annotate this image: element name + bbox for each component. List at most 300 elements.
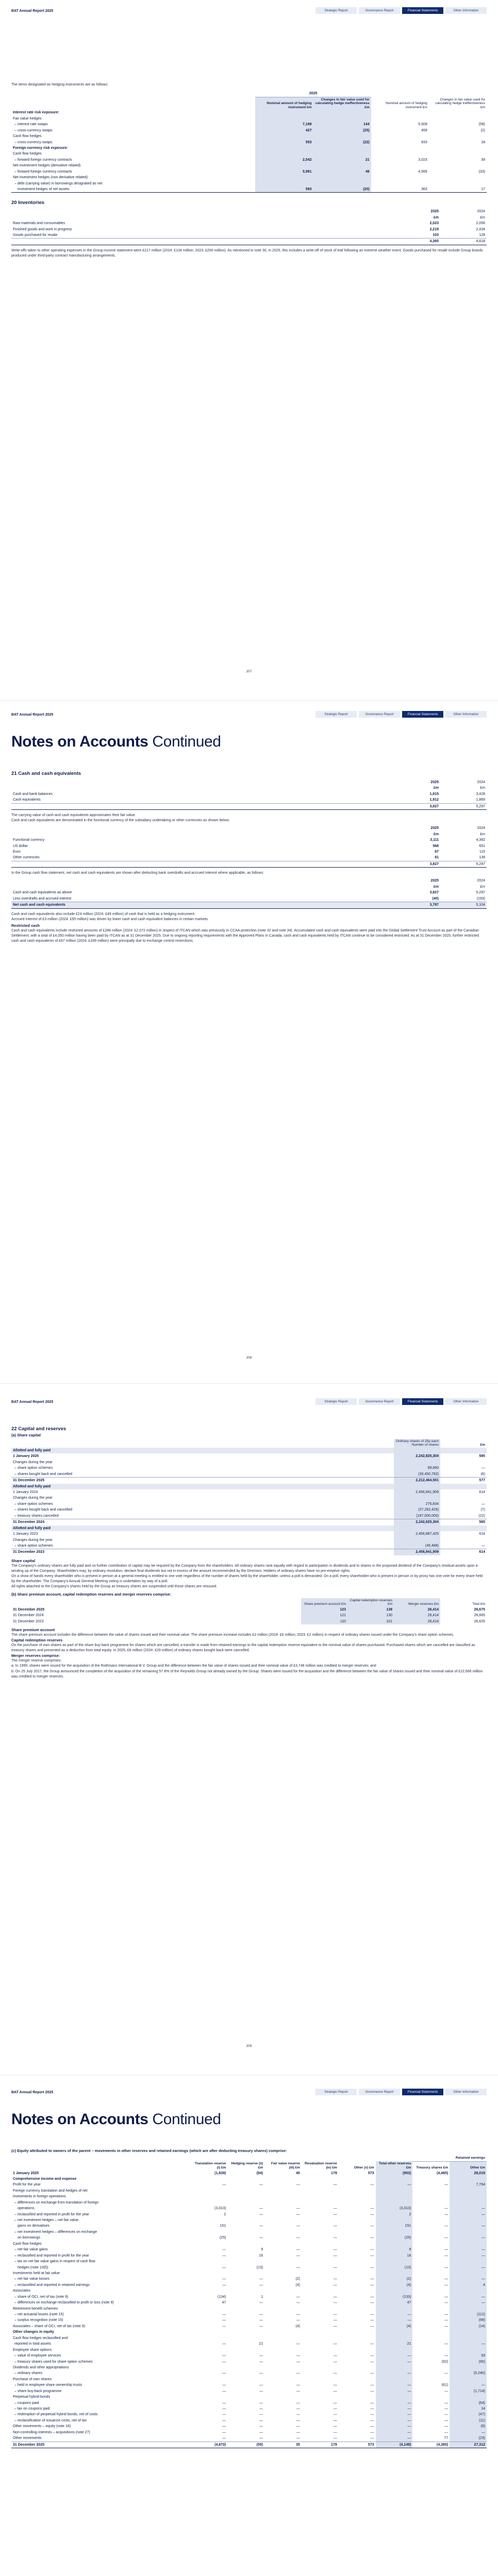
row-label: Cash and cash equivalents as above xyxy=(13,891,72,895)
row-value: (25) xyxy=(219,2236,226,2240)
title-main: Notes on Accounts xyxy=(11,2111,148,2128)
row-value: — xyxy=(333,2418,337,2422)
row-value: — xyxy=(376,2370,413,2376)
row-value xyxy=(339,2306,376,2312)
col-head: Treasury shares £m xyxy=(416,2165,449,2170)
row-value xyxy=(450,2200,487,2206)
share-capital-text-2: On a show of hands every shareholder who is present in person at a general meeting is entitled to one vote regardless of the number of shares held by the shareholder, unless a poll is demanded. On a poll, every shareholder who is present in person or by proxy has one vote for every share held by the shareholder. The Company's Annual General Meeting voting is undertaken by way of a poll. xyxy=(11,1574,483,1584)
row-value: 103 xyxy=(433,233,439,237)
row-value xyxy=(376,2347,413,2353)
row-label: – coupons paid xyxy=(14,2401,39,2405)
table-row xyxy=(11,2335,487,2341)
col-head: Total other reserves £m xyxy=(376,2161,413,2170)
table-row xyxy=(11,2406,487,2412)
row-value: 123 xyxy=(301,1607,347,1613)
cash-p2: Cash and cash equivalents are denominated in the functional currency of the subsidiary undertaking or other currencies as shown below: xyxy=(11,819,230,823)
row-value: 14 xyxy=(450,2406,487,2412)
row-value: — xyxy=(370,2313,374,2317)
table-row xyxy=(11,227,487,232)
inv-unit-2024: £m xyxy=(480,215,485,219)
row-value: 130 xyxy=(347,1613,394,1618)
row-value: — xyxy=(450,2223,487,2229)
unit: £m xyxy=(480,885,485,889)
row-value xyxy=(429,181,487,187)
row-value: — xyxy=(370,2207,374,2211)
merger-heading: Merger reserves comprise: xyxy=(11,1653,60,1658)
row-value xyxy=(264,2176,302,2182)
row-value: 1,915 xyxy=(429,792,439,796)
row-value: — xyxy=(444,2207,449,2211)
row-value xyxy=(339,2176,376,2182)
row-value: — xyxy=(370,2354,374,2358)
row-value xyxy=(450,2217,487,2223)
row-value: (55) xyxy=(227,2442,264,2448)
row-value xyxy=(190,2394,227,2400)
row-value xyxy=(190,2347,227,2353)
table-row xyxy=(11,2288,487,2294)
row-value: (5,240) xyxy=(450,2370,487,2376)
row-value: 21 xyxy=(376,2341,413,2347)
tab-strategic-report[interactable]: Strategic Report xyxy=(316,1398,357,1405)
tab-other-information[interactable]: Other Information xyxy=(445,2089,487,2095)
row-value xyxy=(440,1460,487,1465)
row-value: — xyxy=(296,2342,300,2346)
row-value: (134) xyxy=(217,2295,226,2299)
row-value: — xyxy=(259,2389,263,2393)
row-value: — xyxy=(370,2236,374,2240)
row-value xyxy=(302,2241,339,2247)
row-value: — xyxy=(259,2425,263,2429)
row-value: 577 xyxy=(440,1478,487,1484)
row-value: 568 xyxy=(433,844,439,848)
row-value: — xyxy=(450,2247,487,2252)
tab-financial-statements[interactable]: Financial Statements xyxy=(402,2089,443,2095)
row-value xyxy=(302,2306,339,2312)
reserves-table xyxy=(11,1598,487,1624)
row-value xyxy=(376,2365,413,2370)
row-label: – redemption of perpetual hybrid bonds, net of costs xyxy=(14,2413,98,2417)
row-value: (187,000,000) xyxy=(394,1513,440,1519)
tab-financial-statements[interactable]: Financial Statements xyxy=(402,711,443,718)
row-label: Dividends and other appropriations xyxy=(13,2365,69,2369)
table-row xyxy=(11,2400,487,2406)
row-value: — xyxy=(296,2313,300,2317)
row-label: Raw materials and consumables xyxy=(13,222,65,226)
row-label: – treasury shares used for share option schemes xyxy=(14,2360,93,2364)
row-value: 614 xyxy=(440,1549,487,1555)
row-value xyxy=(190,2259,227,2264)
row-value: — xyxy=(444,2248,449,2252)
row-value: 27,312 xyxy=(450,2442,487,2448)
tab-other-information[interactable]: Other Information xyxy=(445,7,487,14)
row-label: Profit for the year xyxy=(13,2183,41,2187)
row-value: — xyxy=(222,2383,226,2387)
row-value: — xyxy=(222,2342,226,2346)
page-header xyxy=(11,7,487,14)
row-value: — xyxy=(450,2206,487,2211)
row-value: — xyxy=(333,2212,337,2216)
table-row xyxy=(11,2265,487,2270)
row-label: Foreign currency translation and hedges of net xyxy=(13,2189,88,2193)
row-value xyxy=(412,2188,450,2194)
row-value: — xyxy=(376,2430,413,2435)
table-row xyxy=(11,1478,487,1484)
row-label: Associates – share of OCI, net of tax (note 9) xyxy=(13,2324,86,2328)
table-row xyxy=(11,2217,487,2223)
row-value xyxy=(450,2365,487,2370)
row-value xyxy=(412,2217,450,2223)
row-value: — xyxy=(444,2224,449,2228)
row-label: Other movements – equity (note 18) xyxy=(13,2425,71,2429)
row-value: 26,675 xyxy=(474,1607,485,1612)
row-value: — xyxy=(259,2212,263,2216)
table-row xyxy=(11,791,487,797)
row-value xyxy=(227,2229,264,2235)
tab-governance-report[interactable]: Governance Report xyxy=(359,1398,400,1405)
row-value: — xyxy=(333,2318,337,2323)
row-value xyxy=(302,2347,339,2353)
row-value xyxy=(264,2188,302,2194)
row-value: 179 xyxy=(302,2442,339,2448)
row-label: Associates xyxy=(13,2289,30,2293)
row-value xyxy=(429,145,487,151)
row-value xyxy=(450,2176,487,2182)
row-value: (14) xyxy=(450,2324,487,2329)
row-value: — xyxy=(222,2389,226,2393)
row-value: — xyxy=(450,2300,487,2306)
row-value xyxy=(227,2200,264,2206)
table-row xyxy=(11,2188,487,2194)
row-value xyxy=(376,2377,413,2382)
row-value xyxy=(339,2365,376,2370)
row-label: 31 December 2025 xyxy=(11,1478,394,1484)
table-row xyxy=(11,2353,487,2359)
col-head-nominal-2024: Nominal amount of hedging instrument £m xyxy=(386,101,427,109)
year-2025: 2025 xyxy=(255,91,371,97)
row-value: 93 xyxy=(450,2353,487,2359)
row-value xyxy=(227,2176,264,2182)
row-value: 110 xyxy=(301,1619,347,1624)
row-value: — xyxy=(450,2382,487,2388)
row-value: 139 xyxy=(479,856,485,860)
table-row xyxy=(11,1484,487,1489)
table-row xyxy=(11,2229,487,2235)
unit: £m xyxy=(433,885,439,889)
col-head: Revaluation reserve (iv) £m xyxy=(305,2162,337,2170)
row-value xyxy=(440,1537,487,1543)
table-row xyxy=(11,2394,487,2400)
row-label: Allotted and fully paid xyxy=(13,1484,51,1488)
hedging-instruments-section xyxy=(11,82,487,259)
col-head-shares: Ordinary shares of 25p each Number of shares xyxy=(394,1439,440,1448)
row-value: — xyxy=(376,2418,413,2424)
row-label: – net investment hedges – differences on exchange xyxy=(14,2230,97,2234)
row-value: — xyxy=(333,2360,337,2364)
row-value xyxy=(429,133,487,139)
row-value: (4) xyxy=(295,2283,300,2287)
row-value: — xyxy=(444,2313,449,2317)
row-value xyxy=(302,2335,339,2341)
col-head: Translation reserve (i) £m xyxy=(194,2162,226,2170)
row-value xyxy=(339,2288,376,2294)
year-2025: 2025 xyxy=(430,780,439,784)
table-row xyxy=(11,1489,487,1495)
col-head-change-2025: Changes in fair value used for calculating hedge ineffectiveness £m xyxy=(313,97,371,110)
table-row xyxy=(11,1471,487,1478)
row-value xyxy=(450,2194,487,2199)
row-value: 18 xyxy=(481,140,485,144)
row-value xyxy=(376,2200,413,2206)
row-label: – share of OCI, net of tax (note 9) xyxy=(14,2295,69,2299)
row-value: 2,542 xyxy=(255,157,313,163)
equity-title: (c) Equity attributed to owners of the parent – movements in other reserves and retained earnings (which are after deducting treasury shares) comprise: xyxy=(11,2148,287,2153)
row-value: (13) xyxy=(256,2265,263,2269)
inv-total-2025: 4,365 xyxy=(394,239,440,245)
row-value: — xyxy=(259,2313,263,2317)
row-value: — xyxy=(333,2301,337,2305)
row-value: — xyxy=(370,2425,374,2429)
row-value: 35 xyxy=(264,2442,302,2448)
row-label: Cash flow hedges xyxy=(13,2242,42,2246)
row-value xyxy=(264,2377,302,2382)
row-value: 833 xyxy=(421,140,427,144)
row-label: operations xyxy=(18,2207,35,2211)
row-value: — xyxy=(259,2207,263,2211)
col-head: Other (v) £m xyxy=(354,2165,374,2170)
row-value: — xyxy=(370,2324,374,2328)
table-row xyxy=(11,855,487,861)
row-value: (2) xyxy=(376,2276,413,2282)
row-value xyxy=(394,1460,440,1465)
col-head: Hedging reserve (ii) £m xyxy=(231,2162,263,2170)
row-value: (25) xyxy=(313,128,371,133)
col-total: Total £m xyxy=(472,1602,485,1606)
row-value xyxy=(264,2347,302,2353)
section-tabs xyxy=(316,7,487,14)
row-value: 26,414 xyxy=(394,1613,440,1618)
row-value: 26,414 xyxy=(394,1607,440,1613)
table-row xyxy=(11,2200,487,2206)
row-label: – ordinary shares xyxy=(14,2371,43,2376)
row-value: (2) xyxy=(480,128,485,132)
row-value xyxy=(302,2288,339,2294)
row-value: — xyxy=(333,2436,337,2441)
table-row xyxy=(11,1507,487,1513)
tab-financial-statements[interactable]: Financial Statements xyxy=(402,7,443,14)
page-header xyxy=(11,2089,487,2096)
row-label: 1 January 2024 xyxy=(13,1490,38,1495)
row-value xyxy=(412,2365,450,2370)
row-value: 2,242,825,304 xyxy=(394,1453,440,1459)
tab-other-information[interactable]: Other Information xyxy=(445,1398,487,1405)
table-row xyxy=(11,2176,487,2182)
row-value: 21 xyxy=(259,2342,263,2346)
row-value: — xyxy=(376,2312,413,2317)
col-head-change-2024: Changes in fair value used for calculating hedge ineffectiveness £m xyxy=(435,97,485,109)
row-label: Cash flow hedges reclassified and xyxy=(13,2336,68,2340)
row-value: — xyxy=(296,2413,300,2417)
tab-strategic-report[interactable]: Strategic Report xyxy=(316,711,357,718)
row-value: — xyxy=(444,2401,449,2405)
year-2025: 2025 xyxy=(430,879,439,883)
row-label: 31 December 2023 xyxy=(11,1549,394,1555)
table-row xyxy=(11,140,487,145)
row-value xyxy=(313,145,371,151)
row-value: — xyxy=(259,2401,263,2405)
tab-financial-statements[interactable]: Financial Statements xyxy=(402,1398,443,1405)
report-title: BAT Annual Report 2025 xyxy=(11,9,54,13)
table-row xyxy=(11,1465,487,1471)
row-value: 16 xyxy=(376,2253,413,2259)
row-value: — xyxy=(333,2413,337,2417)
row-value: — xyxy=(296,2401,300,2405)
row-value: — xyxy=(376,2388,413,2394)
row-label: – reclassified and reported in profit for the year xyxy=(14,2253,89,2258)
row-value: — xyxy=(296,2389,300,2393)
table-row xyxy=(11,2359,487,2365)
row-value xyxy=(227,2365,264,2370)
row-label: Other currencies xyxy=(13,856,40,860)
row-value xyxy=(190,2377,227,2382)
row-value xyxy=(227,2194,264,2199)
row-label: – tax on coupons paid xyxy=(14,2407,50,2411)
row-value xyxy=(394,1495,440,1501)
table-row xyxy=(11,2247,487,2252)
row-value xyxy=(190,2188,227,2194)
row-label: – forward foreign currency contracts xyxy=(14,158,72,162)
inventories-title: 20 Inventories xyxy=(11,200,44,206)
row-value: (33) xyxy=(478,170,485,174)
row-value: — xyxy=(450,2276,487,2282)
row-value: — xyxy=(222,2354,226,2358)
year-2024: 2024 xyxy=(477,879,485,883)
row-label: Functional currency xyxy=(13,838,45,842)
row-value: — xyxy=(296,2207,300,2211)
cash-title: 21 Cash and cash equivalents xyxy=(11,771,81,776)
hedging-table xyxy=(11,91,487,193)
row-label: Changes during the year xyxy=(13,1460,53,1464)
col-head: Other £m xyxy=(450,2161,487,2170)
row-label: Cash and bank balances xyxy=(13,792,53,796)
row-value: — xyxy=(222,2413,226,2417)
row-value: — xyxy=(222,2418,226,2422)
tab-other-information[interactable]: Other Information xyxy=(445,711,487,718)
row-value: 89,860 xyxy=(394,1465,440,1471)
row-value: 1 xyxy=(261,2295,263,2299)
row-value: — xyxy=(333,2342,337,2346)
table-row xyxy=(11,2412,487,2417)
row-label: – value of employee services xyxy=(14,2354,61,2358)
t3-total-2024: 5,104 xyxy=(440,902,487,908)
table-row xyxy=(11,2300,487,2306)
table-row xyxy=(11,2282,487,2288)
row-label: Investments held at fair value xyxy=(13,2271,60,2275)
row-value: — xyxy=(376,2424,413,2429)
row-value xyxy=(376,2194,413,2199)
row-value xyxy=(190,2241,227,2247)
row-value xyxy=(412,2200,450,2206)
row-value xyxy=(313,151,371,157)
tab-governance-report[interactable]: Governance Report xyxy=(359,711,400,718)
row-value: — xyxy=(450,2341,487,2347)
row-value: — xyxy=(222,2318,226,2323)
row-value xyxy=(376,2229,413,2235)
cash-p4: Cash and cash equivalents also include £24 million (2024: £49 million) of cash that is held as a hedging instrument. xyxy=(11,912,195,916)
row-value xyxy=(302,2229,339,2235)
row-value: — xyxy=(376,2382,413,2388)
col-head: Fair value reserve (iii) £m xyxy=(271,2162,300,2170)
row-label: Net investment hedges (non derivative related) xyxy=(13,176,88,180)
table-row xyxy=(11,157,487,163)
row-value: — xyxy=(222,2360,226,2364)
row-value: — xyxy=(444,2389,449,2393)
row-value: (1,714) xyxy=(450,2388,487,2394)
row-value: — xyxy=(296,2425,300,2429)
row-value: — xyxy=(259,2183,263,2187)
row-label: Cash equivalents xyxy=(13,798,41,802)
row-value: — xyxy=(444,2301,449,2305)
row-value: 121 xyxy=(301,1613,347,1618)
row-value: — xyxy=(370,2383,374,2387)
report-page-2 xyxy=(0,704,498,1384)
tab-governance-report[interactable]: Governance Report xyxy=(359,2089,400,2095)
row-label: Purchase of own shares xyxy=(13,2377,52,2381)
row-label: Fair value hedges xyxy=(13,116,42,121)
row-value xyxy=(376,2176,413,2182)
row-value: (3,313) xyxy=(376,2206,413,2211)
row-value: — xyxy=(370,2407,374,2411)
row-value: (64) xyxy=(450,2400,487,2406)
row-value xyxy=(190,2194,227,2199)
row-label: Interest rate risk exposure: xyxy=(13,111,59,115)
tab-strategic-report[interactable]: Strategic Report xyxy=(316,7,357,14)
table-row xyxy=(11,1543,487,1549)
title-main: Notes on Accounts xyxy=(11,733,148,750)
row-value: (953) xyxy=(376,2171,413,2176)
row-value xyxy=(264,2217,302,2223)
table-row xyxy=(11,2253,487,2259)
row-label: – share option schemes xyxy=(14,1544,53,1548)
row-value: 3,428 xyxy=(476,792,485,796)
table-row xyxy=(11,2365,487,2370)
row-label: – interest rate swaps xyxy=(14,123,48,127)
row-value: — xyxy=(376,2182,413,2188)
row-value xyxy=(450,2306,487,2312)
tab-strategic-report[interactable]: Strategic Report xyxy=(316,2089,357,2095)
row-value: — xyxy=(444,2354,449,2358)
row-value: 573 xyxy=(368,2171,374,2175)
row-value: — xyxy=(333,2354,337,2358)
row-value xyxy=(412,2329,450,2335)
row-value xyxy=(376,2217,413,2223)
table-row xyxy=(11,896,487,902)
unit: £m xyxy=(480,832,485,836)
section-tabs xyxy=(316,711,487,718)
row-value: (22) xyxy=(478,1514,485,1518)
row-value: 39 xyxy=(481,158,485,162)
share-capital-text-1: The Company's ordinary shares are fully paid and no further contribution of capital may be required by the Company from the shareholders. All ordinary shares rank equally with regard to participation in dividends and to shares in the proposed dividend of the Company's residual assets upon a winding up of the Company. Shareholders may, by ordinary resolution, declare final dividends but not in excess of the amount recommended by the Directors. Holders of ordinary shares have no pre-emptive rights. xyxy=(11,1564,478,1573)
row-value xyxy=(227,2270,264,2276)
row-value: 9 xyxy=(261,2248,263,2252)
row-value xyxy=(313,181,371,187)
row-value: — xyxy=(333,2407,337,2411)
row-label: – shares bought back and cancelled xyxy=(14,1472,73,1476)
row-value: — xyxy=(222,2283,226,2287)
row-value: — xyxy=(222,2277,226,2281)
row-label: – surplus recognition (note 15) xyxy=(14,2318,63,2323)
tab-governance-report[interactable]: Governance Report xyxy=(359,7,400,14)
table-row xyxy=(11,187,487,193)
